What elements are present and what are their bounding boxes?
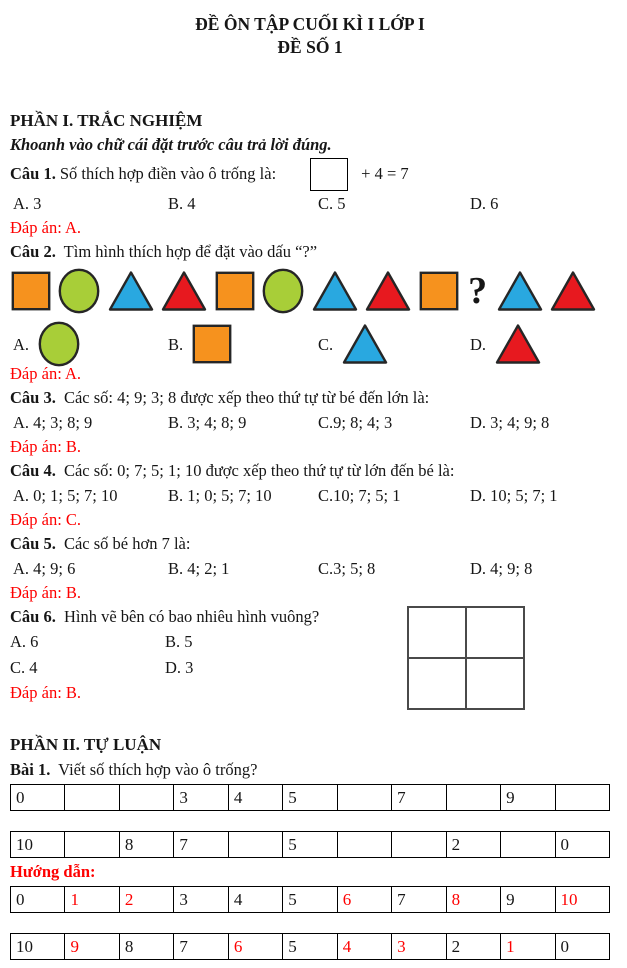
table-cell: 7	[392, 887, 446, 913]
orange-square-icon	[215, 271, 255, 311]
table-cell	[337, 832, 391, 858]
question-4-text: Các số: 0; 7; 5; 1; 10 được xếp theo thứ tự từ lớn đến bé là:	[63, 461, 455, 480]
question-6-answer: Đáp án: B.	[10, 683, 82, 702]
table-cell: 5	[283, 832, 337, 858]
option-b: B. 4	[168, 194, 196, 213]
number-table-2	[10, 831, 610, 858]
table-cell	[228, 832, 282, 858]
question-6-label: Câu 6.	[10, 607, 56, 626]
question-1-stem	[10, 157, 610, 191]
orange-square-icon	[192, 324, 232, 364]
table-cell: 8	[446, 887, 500, 913]
option-d: D. 4; 9; 8	[470, 559, 533, 578]
part2-heading: PHẦN II. TỰ LUẬN	[10, 735, 162, 754]
table-row	[11, 887, 610, 913]
table-cell: 7	[174, 832, 228, 858]
option-d-shape	[495, 323, 541, 365]
orange-square-icon	[419, 271, 459, 311]
option-a: A. 4; 3; 8; 9	[13, 413, 93, 432]
question-5-text: Các số bé hơn 7 là:	[63, 534, 191, 553]
table-cell	[65, 785, 119, 811]
table-cell: 9	[501, 887, 555, 913]
option-b-shape	[192, 324, 232, 364]
question-4-answer: Đáp án: C.	[10, 510, 82, 529]
table-cell: 7	[392, 785, 446, 811]
question-3-options	[10, 410, 610, 435]
square-grid-figure	[407, 606, 525, 710]
question-6-options-row-1	[10, 629, 407, 655]
table-cell: 0	[555, 934, 609, 960]
green-circle-icon	[58, 268, 100, 314]
blue-triangle-icon	[108, 270, 154, 312]
option-b: B. 1; 0; 5; 7; 10	[168, 486, 272, 505]
question-1-answer: Đáp án: A.	[10, 218, 82, 237]
question-6-options-row-2	[10, 655, 407, 681]
exercise-1-label: Bài 1.	[10, 760, 51, 779]
table-cell: 9	[501, 785, 555, 811]
green-circle-icon	[38, 321, 80, 367]
red-triangle-icon	[161, 270, 207, 312]
option-b: B. 4; 2; 1	[168, 559, 230, 578]
option-c: C.3; 5; 8	[318, 559, 376, 578]
table-cell: 8	[119, 832, 173, 858]
option-b	[168, 324, 318, 364]
table-cell: 3	[174, 887, 228, 913]
option-d: D. 10; 5; 7; 1	[470, 486, 558, 505]
question-5-label: Câu 5.	[10, 534, 56, 553]
table-cell: 2	[446, 832, 500, 858]
option-a: A. 4; 9; 6	[13, 559, 76, 578]
question-4-options	[10, 483, 610, 508]
part1-heading: PHẦN I. TRẮC NGHIỆM	[10, 111, 203, 130]
table-cell: 8	[119, 934, 173, 960]
option-a: A. 3	[13, 194, 42, 213]
question-5-stem	[10, 532, 610, 556]
table-cell: 1	[501, 934, 555, 960]
option-d: D. 3; 4; 9; 8	[470, 413, 550, 432]
question-1-label: Câu 1.	[10, 164, 56, 183]
question-6-stem	[10, 605, 407, 629]
orange-square-icon	[11, 271, 51, 311]
option-d	[470, 323, 610, 365]
table-row	[11, 832, 610, 858]
green-circle-icon	[262, 268, 304, 314]
table-cell	[392, 832, 446, 858]
question-2-answer: Đáp án: A.	[10, 364, 82, 383]
table-cell: 5	[283, 785, 337, 811]
question-3-answer: Đáp án: B.	[10, 437, 82, 456]
blue-triangle-icon	[497, 270, 543, 312]
table-cell	[119, 785, 173, 811]
table-cell: 10	[555, 887, 609, 913]
blue-triangle-icon	[312, 270, 358, 312]
option-c: C. 5	[318, 194, 346, 213]
exercise-1-text: Viết số thích hợp vào ô trống?	[58, 760, 258, 779]
grid-cell	[408, 607, 466, 658]
table-row	[11, 785, 610, 811]
table-cell: 3	[392, 934, 446, 960]
question-mark: ?	[468, 270, 488, 312]
title-line-2: ĐỀ SỐ 1	[277, 37, 343, 57]
question-1-text: Số thích hợp điền vào ô trống là:	[59, 164, 277, 183]
number-table-1	[10, 784, 610, 811]
table-cell: 0	[11, 887, 65, 913]
option-b: B. 3; 4; 8; 9	[168, 413, 247, 432]
question-2-options	[10, 318, 610, 370]
option-c: C.10; 7; 5; 1	[318, 486, 401, 505]
part1-instruction: Khoanh vào chữ cái đặt trước câu trả lời đúng.	[10, 135, 332, 154]
grid-cell	[466, 658, 524, 709]
table-row	[11, 934, 610, 960]
answer-table-2	[10, 933, 610, 960]
table-cell: 1	[65, 887, 119, 913]
question-6-text: Hình vẽ bên có bao nhiêu hình vuông?	[63, 607, 320, 626]
red-triangle-icon	[495, 323, 541, 365]
table-cell: 5	[283, 887, 337, 913]
question-6-block	[10, 605, 610, 710]
option-c: C.9; 8; 4; 3	[318, 413, 393, 432]
option-a	[13, 321, 168, 367]
red-triangle-icon	[365, 270, 411, 312]
title-line-1: ĐỀ ÔN TẬP CUỐI KÌ I LỚP I	[195, 14, 425, 34]
question-2-text: Tìm hình thích hợp để đặt vào dấu “?”	[63, 242, 318, 261]
blue-triangle-icon	[342, 323, 388, 365]
table-cell: 2	[119, 887, 173, 913]
option-d: D. 6	[470, 194, 499, 213]
question-5-options	[10, 556, 610, 581]
table-cell: 7	[174, 934, 228, 960]
guide-label: Hướng dẫn:	[10, 862, 96, 881]
table-cell	[555, 785, 609, 811]
option-d: D. 3	[165, 658, 194, 677]
question-6-left	[10, 605, 407, 710]
table-cell: 2	[446, 934, 500, 960]
table-cell: 5	[283, 934, 337, 960]
option-d-label: D.	[470, 334, 487, 354]
table-cell	[65, 832, 119, 858]
question-1-options	[10, 191, 610, 216]
table-cell: 10	[11, 832, 65, 858]
table-cell: 6	[228, 934, 282, 960]
red-triangle-icon	[550, 270, 596, 312]
table-cell	[337, 785, 391, 811]
question-2-label: Câu 2.	[10, 242, 56, 261]
table-cell: 6	[337, 887, 391, 913]
table-cell: 0	[11, 785, 65, 811]
table-cell	[501, 832, 555, 858]
option-c-shape	[342, 323, 388, 365]
question-4-label: Câu 4.	[10, 461, 56, 480]
table-cell	[446, 785, 500, 811]
blank-answer-box	[310, 158, 348, 191]
question-3-stem	[10, 386, 610, 410]
question-3-label: Câu 3.	[10, 388, 56, 407]
table-cell: 4	[228, 887, 282, 913]
grid-cell	[466, 607, 524, 658]
table-cell: 4	[228, 785, 282, 811]
option-a: A. 6	[10, 632, 39, 651]
document-title	[10, 13, 610, 59]
question-5-answer: Đáp án: B.	[10, 583, 82, 602]
question-1-equation: + 4 = 7	[361, 164, 409, 183]
answer-table-1	[10, 886, 610, 913]
shape-sequence	[11, 266, 596, 316]
question-4-stem	[10, 459, 610, 483]
exercise-1-stem	[10, 758, 610, 782]
table-cell: 4	[337, 934, 391, 960]
table-cell: 0	[555, 832, 609, 858]
option-c: C. 4	[10, 658, 38, 677]
grid-cell	[408, 658, 466, 709]
table-cell: 9	[65, 934, 119, 960]
question-3-text: Các số: 4; 9; 3; 8 được xếp theo thứ tự từ bé đến lớn là:	[63, 388, 430, 407]
option-b: B. 5	[165, 632, 193, 651]
option-b-label: B.	[168, 334, 184, 354]
option-a: A. 0; 1; 5; 7; 10	[13, 486, 118, 505]
option-a-label: A.	[13, 334, 30, 354]
option-a-shape	[38, 321, 80, 367]
table-cell: 10	[11, 934, 65, 960]
table-cell: 3	[174, 785, 228, 811]
option-c	[318, 323, 470, 365]
question-2-stem	[10, 240, 610, 264]
option-c-label: C.	[318, 334, 334, 354]
